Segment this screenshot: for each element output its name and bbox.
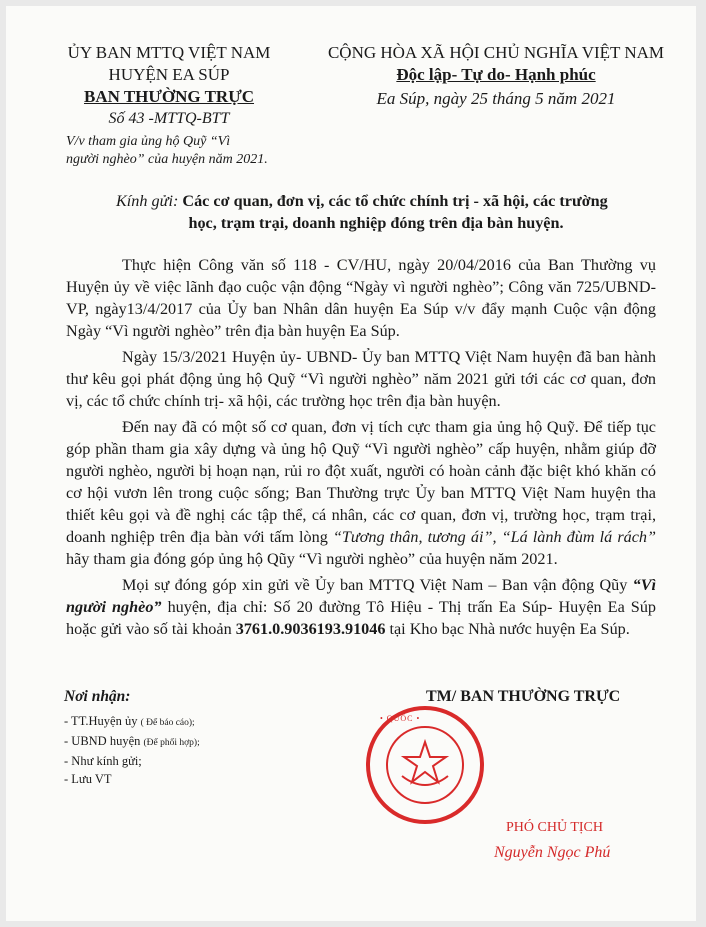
paragraph-4-fund: “Vì người nghèo”: [66, 576, 657, 616]
recipient-line-2: học, trạm trại, doanh nghiệp đóng trên địa bàn huyện.: [188, 214, 564, 232]
distribution-list: [64, 712, 200, 788]
subject-line-1: V/v tham gia ủng hộ Quỹ “Vì: [66, 134, 231, 149]
distribution-item: - UBND huyện (Để phối hợp);: [64, 734, 200, 748]
recipient-line-1: Các cơ quan, đơn vị, các tổ chức chính trị - xã hội, các trường: [182, 192, 608, 210]
motto: Độc lập- Tự do- Hạnh phúc: [396, 65, 596, 84]
distribution-item: - TT.Huyện ủy ( Để báo cáo);: [64, 714, 195, 728]
distribution-item: - Lưu VT: [64, 772, 112, 786]
paragraph-4-text: Mọi sự đóng góp xin gửi về Ủy ban MTTQ Việt Nam – Ban vận động Qũy: [122, 576, 628, 594]
account-number: 3761.0.9036193.91046: [235, 620, 386, 638]
subject-line-2: người nghèo” của huyện năm 2021.: [66, 152, 268, 167]
document-number: Số 43 -MTTQ-BTT: [108, 110, 230, 127]
recipient: [116, 192, 608, 211]
recipient-label: Kính gửi:: [116, 192, 179, 210]
signature-block-title: TM/ BAN THƯỜNG TRỰC: [426, 688, 621, 705]
paragraph-1: Thực hiện Công văn số 118 - CV/HU, ngày 20/04/2016 của Ban Thường vụ Huyện ủy về việc lãnh đạo cuộc vận động “Ngày vì người nghèo”; Công văn 725/UBND-VP, ngày13/4/2017 của Ủy ban Nhân dân huyện Ea Súp v/v đẩy mạnh Cuộc vận động Ngày “Vì người nghèo” trên địa bàn huyện Ea Súp.: [66, 256, 656, 340]
paragraph-3-text: Đến nay đã có một số cơ quan, đơn vị tích cực tham gia ủng hộ Quỹ. Để tiếp tục góp phần tham gia xây dựng và ủng hộ Quỹ “Vì người nghèo” cấp huyện, nhằm giúp đỡ người nghèo, người bị hoạn nạn, rủi ro đột xuất, người có hoàn cảnh đặc biệt khó khăn có cơ hội vươn lên trong cuộc sống; Ban Thường trực Ủy ban MTTQ Việt Nam huyện tha thiết kêu gọi và đề nghị các tập thể, cá nhân, các cơ quan, đơn vị, trường học, trạm trại, doanh nghiệp trên địa bàn với tấm lòng: [66, 418, 656, 546]
signer-name: Nguyễn Ngọc Phú: [494, 844, 611, 861]
official-seal: • QUỐC •: [366, 706, 484, 824]
board-name: BAN THƯỜNG TRỰC: [83, 87, 255, 106]
distribution-item: - Như kính gửi;: [64, 754, 142, 768]
paragraph-3-end: hãy tham gia đóng góp ủng hộ Qũy “Vì người nghèo” của huyện năm 2021.: [66, 550, 558, 568]
district-name: HUYỆN EA SÚP: [108, 65, 230, 84]
paragraph-4-end: tại Kho bạc Nhà nước huyện Ea Súp.: [389, 620, 630, 638]
seal-emblem-icon: [388, 728, 462, 802]
document-page: [6, 6, 696, 921]
signer-title: PHÓ CHỦ TỊCH: [506, 820, 603, 835]
paragraph-3: [66, 416, 656, 570]
letter-body: [66, 254, 656, 644]
paragraph-4-address: huyện, địa chỉ: Số 20 đường Tô Hiệu - Thị trấn Ea Súp- Huyện Ea Súp hoặc gửi vào số tài khoản: [66, 598, 657, 638]
org-name: ỦY BAN MTTQ VIỆT NAM: [67, 43, 271, 62]
nation-title: CỘNG HÒA XÃ HỘI CHỦ NGHĨA VIỆT NAM: [327, 43, 665, 62]
distribution-title: Nơi nhận:: [64, 688, 131, 705]
paragraph-4: [66, 574, 656, 640]
paragraph-2: Ngày 15/3/2021 Huyện ủy- UBND- Ủy ban MTTQ Việt Nam huyện đã ban hành thư kêu gọi phát động ủng hộ Quỹ “Vì người nghèo” năm 2021 gửi tới các cơ quan, đơn vị, các tổ chức chính trị- xã hội, các trường học trên địa bàn huyện.: [66, 348, 656, 410]
paragraph-3-quote: “Tương thân, tương ái”, “Lá lành đùm lá rách”: [332, 528, 656, 546]
date-line: Ea Súp, ngày 25 tháng 5 năm 2021: [376, 89, 616, 108]
